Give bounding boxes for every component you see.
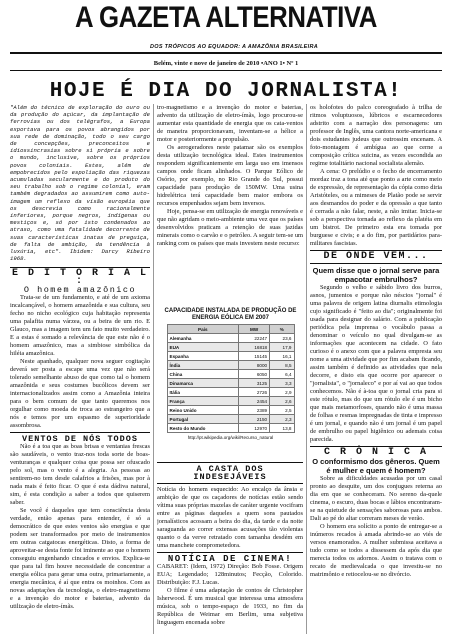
ventos-title: VENTOS DE NÓS TODOS [22,434,138,445]
middle-column-top [157,104,303,308]
main-headline: HOJE É DIA DO JORNALISTA! [49,80,403,103]
divider [157,483,303,484]
right-column [310,104,442,636]
table-row [167,352,294,361]
right-paragraph: A cena: O prelúdio e o fecho de encerramento mordaz traz a tona até que ponto a arte como meio de expressão, de representação da cópia como diria Aristóteles, ou a mimeses de Platão pode se servir aos desmandos do poder e da opressão a que tanto é cerrada a não falar, neste, a não imitar. Inicia-se sob a perspectiva tornada ao reflexo da platéia em um bistrot. De primeiro esta era tomada por burguese e civis; e a do fim, por partidários para-militares fascistas. [310,168,442,247]
editorial-paragraph: Neste apanhado, qualquer nova seguer cogitação deverá ser posta a escape uma vez que não será tolerado semelhante abuso de que como tal o homem amazônida e seus costumes bucólicos devem ser internacionalizados assim como a Amazônia inteira para o bem comum de que tanto queremos nos orgulhar como moeda de troca ao estrangeiro que a nós e temos por um espasmo de superioridade assombrosa. [10,358,150,430]
table-country-cell: Alemanha [167,334,239,343]
editorial-subtitle: O homem amazônico [23,285,137,296]
table-header-cell: MW [239,325,270,334]
cronica-title: C R Ô N I C A [323,447,428,458]
cinema-info: CABARET: (Idem, 1972) Direção: Bob Fosse. Origem EUA; Legendado; 128minutos; Fecção, Colorido. Distribuição: F.J. Lucas. [157,563,303,586]
table-value-cell: 2150 [239,415,270,424]
table-value-cell: 2726 [239,388,270,397]
divider [157,462,303,463]
middle-column-bottom [157,460,303,636]
table-row [167,406,294,415]
table-value-cell: 2454 [239,397,270,406]
table-country-cell: Dinamarca [167,379,239,388]
table-value-cell: 16818 [239,343,270,352]
table-header-cell: % [270,325,294,334]
table-country-cell: Portugal [167,415,239,424]
masthead-rule-bottom [10,70,442,71]
table-country-cell: Espanha [167,352,239,361]
table-value-cell: 2389 [239,406,270,415]
column-divider [306,104,307,634]
table-row [167,415,294,424]
table-value-cell: 2,5 [270,406,294,415]
table-row [167,361,294,370]
capacity-table [167,324,295,433]
table-value-cell: 6050 [239,370,270,379]
table-row [167,370,294,379]
table-value-cell: 13,8 [270,424,294,433]
ventos-paragraph: Se você é daqueles que tem consciência desta verdade, então apenas para entender, é só a democrático de que estes ventos são energias e que podem ser transformados por meio de instrumentos em outras catgatocas energéticas. Disto, a forma de aproveitar-se desta fonte foi iminente ao que o homem conseguiu engenhando cincados e envios. Explica-se que para tal fim houve necessidade de concentrar a energia eólica para gerar uma outra, primariamente, a energia mecânica, é aí que entra os moinhos. Com as novas adaptações da tecnologia, o eletro-magnetismo e a invenção do motor e baterias, advento da utilização de eletro-ímãs. [10,507,150,611]
epigraph-quote: "Além do técnico de exploração do ouro ou da produção do açúcar, da implantação de ferrovias ou dos telégrafos, a Europa exportava para os povos abrangidos por sua rede de dominação, todo o seu cargo de concepções, preconceitos e idiossincrasias sobre si própria e sobre o mundo, inclusive, sobre os próprios povos coloniais. Estes, além de empobrecidos pelo espoliação das riquezas acumuladas secularmente e do produto do seu trabalho sob o regime colonial, eram também degradados ao assumirem como auto-imagem um reflexo da visão européia que os descrevia como racionalmente inferiores, porque negros, índígenas ou mestiços e, só por isto condenados ao atraso, como uma fatalidade decorrente de suas características inatas de preguiça, de falta de ambição, da tendência à luxúria, etc". Ibidem: Darcy Ribeiro 1968. [10,104,150,263]
table-header-row [167,325,294,334]
table-row [167,343,294,352]
divider [157,552,303,553]
masthead-title: A GAZETA ALTERNATIVA [75,1,377,34]
cronica-subtitle: O conformismo dos gêneros. Quem é mulher e quem é homem? [312,457,440,475]
table-country-cell: Reino Unido [167,406,239,415]
table-source-caption: http://pt.wikipedia.org/wiki/Recurso_natural [187,435,274,440]
table-value-cell: 3125 [239,379,270,388]
masthead-rule-top [10,52,442,54]
table-country-cell: Índia [167,361,239,370]
divider [310,263,442,264]
casta-title: A CASTA DOS INDESEJÁVEIS [193,464,267,482]
table-header-cell: País [167,325,239,334]
table-row [167,334,294,343]
cronica-paragraph: Sobre as dificuldades acusadas por um casal pronto ao desquite, um dos conjugues reterna ao dia em que se conheceram. No sereno da-quele cinema, o escuro, duas bocas e lábios encontraram-se na quietude de sensações saborosas para ambos. Dali ao pé do altar correram meses de verão. [310,475,442,522]
table-value-cell: 8000 [239,361,270,370]
table-country-cell: França [167,397,239,406]
column-divider [153,104,154,634]
table-country-cell: Resto do Mundo [167,424,239,433]
onde-title: DE ONDE VEM... [323,251,429,262]
onde-paragraph: Segundo o velho e sábido livro dos burros, asnos, jumentos e porque não néscios "jornal" é uma palavra de origem latina diurnalis etimologia cujo significado é "feito ao dia"; originalmente foi usada para designar do salário. Com a publicação periódica pela imprensa o vocábulo passa a denominar o veículo no qual divulgam-se as informações que acontecem na cidade. O fato curioso é o anexo com que a palavra empresta seu nome a uma atividade que por fim acabam ficando, assim também é definido as atividades que nela decorre, e disto eis que ocorre por aparecer o "jornalista", o "jornaleco" e por aí vai ao que todos conhecemos. Não é à-toa que o jornal cria para si este rótulo, mas do que um rótulo ele é um bicho que mais metamorfoses, quando não é uma massa de folhas e resmas impregnadas de tinta e impresso é um jornal, e quando não é um jornal é um papel de embrulho ou papel higiênico ou ademais coisa parecida. [310,284,442,443]
table-value-cell: 2,9 [270,388,294,397]
masthead [0,2,452,34]
table-value-cell: 15145 [239,352,270,361]
cronica-paragraph: O homem era solícito a ponto de entregar-se a inúmeros recados à amada abrindo-se ao viés de versos enamorados. A mulher submissa aceitava a tudo como se todos a dissessem da após dia que merecia todos os adornos. Assim o tratava com o recato de medievalcada o que investiu-se no matrimônio e retiocelou-se no divórcio. [310,523,442,578]
cinema-paragraph: O filme é uma adaptação de contos de Christopher Isherwood. É um musical que interessa uma atmosfera música, sob o tempo-espaço de 1933, no fim da República de Weimar em Berlim, uma subjetiva linguagem encenada sobre [157,587,303,626]
ventos-paragraph: Não é a toa que as boas brisas e ventanias frescas são saudáveis, o vento traz-nos toda sorte de boas-venturanças e qualquer coisa que possa ser ofuscado pelo sol, mas o vento é a alegria. As pessoas ao sentirem-no tem desde calafrios a frisões, mas por à nada mais é feito ficar. O que é esta dádiva natural, sim, é esta condição a saber a todos que quiserem saber. [10,443,150,507]
wind-energy-table [158,308,303,458]
table-row [167,397,294,406]
casta-paragraph: Notícia do homem esquecido: Ao encalço da ânsia e ambição de que os caçadores de notícias estão sendo vítima suas próprias mazelas de caráter urgente vocifram entre as páginas daqueles a quem sons pautados jornalísticos acossam a beira do dia, da tarde e da noite saraguanda ao correr extensas acusações tão violentas quanto o da verve retratado com tamanha desdém em uma manchete comprometedora. [157,486,303,549]
cinema-title: NOTÍCIA DE CINEMA! [167,554,293,564]
middle-paragraph: tro-magnetismo e a invenção do motor e baterias, advento da utilização de eletro-ímãs, logo procurou-se aumentar esta quantidade de energia que os cata-ventos de maneira proporcionavam, inventam-se a hélice a motor e posteriormente a propulsão. [157,104,303,143]
table-value-cell: 2,3 [270,415,294,424]
editorial-title: E D I T O R I A L : [11,268,149,288]
middle-paragraph: Hoje, pensa-se em utilização de energia renováveis e que não agridam o meio-ambiente uma vez que os países desenvolvidos praticam a retenção de suas jazidas minerais como o carvão e o petróleo. A seguir tem-se um ranking com os países que mais investem neste recurso: [157,208,303,247]
table-value-cell: 16,1 [270,352,294,361]
table-value-cell: 23,6 [270,334,294,343]
table-body [167,334,294,433]
table-value-cell: 12970 [239,424,270,433]
editorial-paragraph: Trata-se de um fundamento, e até de um axioma incalcançável, o homem amazônida e sua cultura, seu fecho no nicho ecológico cuja habitação representa uma palafita numa várzea, ou a beira de um rio. E Glauco, mas a imagem tem um fato muito verdadeiro. E a estas é somado a relevância de que este não é o homem amazônico, mas a simbiose simbólica da hiléia amazônica. [10,294,150,358]
dateline: Belém, vinte e nove de janeiro de 2010 •ANO 1• Nº 1 [153,60,299,67]
table-row [167,379,294,388]
table-value-cell: 22247 [239,334,270,343]
onde-subtitle: Quem disse que o jornal serve para empacotar embrulhos? [312,266,440,284]
masthead-subtitle: DOS TRÓPICOS AO EQUADOR: A AMAZÔNIA BRASILEIRA [150,44,319,50]
table-value-cell: 2,6 [270,397,294,406]
table-value-cell: 3,3 [270,379,294,388]
table-row [167,388,294,397]
table-value-cell: 17,9 [270,343,294,352]
table-value-cell: 6,4 [270,370,294,379]
middle-paragraph: Os aerogeradores neste patamar são os exemplos desta utilização tecnológica ideal. Estes instrumentos respondem significantemente em larga uso em imensos campos onde ficam alinhados. O Parque Eólico de Osório, por exemplo, no Rio Grande do Sul, possui capacidade para produção de 150MW. Uma usina hidrelétrica terá capacidade bem maior embora os recursos empenhados sejam bem inversos. [157,144,303,207]
left-column [10,104,150,636]
right-paragraph: os holofotes do palco coreografado à trilha de ritmos voluptuosos, lúbricos e escarnecedores adstrito com a narração dos personagens: um professor de Inglês, uma cantora norte-americana e dois estudantes judeus que outrossim encenam. A foto-montagem é ambígua ao que cerne a composição crítica suicina, as vezes escondida ao regime totalitário nacional socialista alemão. [310,104,442,167]
table-row [167,424,294,433]
table-country-cell: China [167,370,239,379]
table-country-cell: EUA [167,343,239,352]
table-country-cell: Itália [167,388,239,397]
table-value-cell: 8,5 [270,361,294,370]
table-title: CAPACIDADE INSTALADA DE PRODUÇÃO DE ENERGIA EÓLICA EM 2007 [164,308,297,321]
